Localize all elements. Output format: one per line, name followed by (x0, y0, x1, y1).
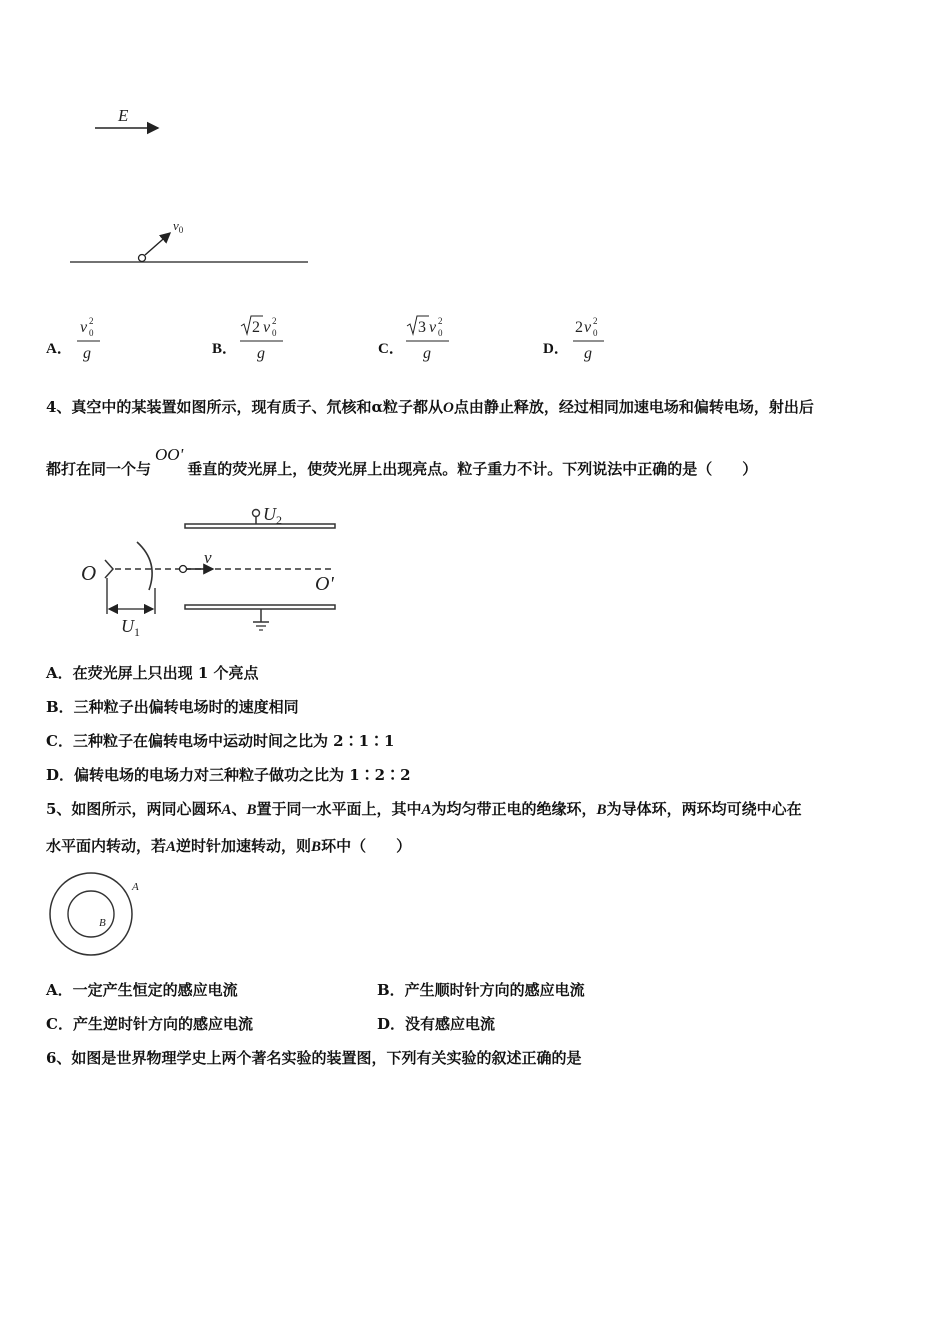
particle (139, 255, 146, 262)
svg-text:0: 0 (272, 328, 277, 338)
svg-text:v: v (80, 319, 88, 336)
svg-text:2: 2 (272, 316, 277, 326)
field-e-label: E (118, 106, 129, 125)
svg-text:0: 0 (593, 328, 598, 338)
q5-line-2: 水平面内转动，若A逆时针加速转动，则B环中（ ） (46, 837, 412, 855)
q5-option-c: C．产生逆时针方向的感应电流 (46, 1015, 253, 1033)
q4-option-a: A．在荧光屏上只出现 1 个亮点 (46, 664, 259, 682)
svg-text:3: 3 (418, 319, 426, 336)
q3-option-d-formula (570, 312, 614, 364)
q4-option-d: D．偏转电场的电场力对三种粒子做功之比为 1∶2∶2 (46, 766, 411, 784)
ring-b-label: B (99, 917, 106, 929)
q3-option-b-label: B． (212, 341, 238, 357)
q4-figure (75, 498, 345, 640)
svg-text:0: 0 (89, 328, 94, 338)
u2-terminal (253, 510, 260, 517)
u2-label: $U_2$ (263, 504, 282, 527)
q4-line-1: 4、真空中的某装置如图所示，现有质子、氘核和α粒子都从O点由静止释放，经过相同加速电场和偏转电场，射出后 (46, 398, 814, 416)
o-prime-label: O' (315, 573, 334, 595)
svg-text:2: 2 (438, 316, 443, 326)
q5-line-1: 5、如图所示，两同心圆环A、B置于同一水平面上，其中A为均匀带正电的绝缘环，B为导体环，两环均可绕中心在 (46, 800, 802, 818)
svg-text:g: g (83, 345, 91, 362)
svg-text:2: 2 (89, 316, 94, 326)
fig-o-label: O (81, 561, 97, 585)
q5-figure (44, 868, 154, 960)
lower-plate (185, 605, 335, 609)
svg-text:0: 0 (438, 328, 443, 338)
svg-text:g: g (257, 345, 265, 362)
svg-text:v: v (584, 319, 592, 336)
v0-label: $v_0$ (173, 218, 184, 235)
particle-q4 (180, 566, 187, 573)
v0-arrow (145, 233, 170, 255)
q4-line-2: 都打在同一个与OO'垂直的荧光屏上，使荧光屏上出现亮点。粒子重力不计。下列说法中正确的是（ ） (46, 445, 758, 478)
svg-text:2: 2 (252, 319, 260, 336)
q5-option-d: D．没有感应电流 (377, 1015, 496, 1033)
upper-plate (185, 524, 335, 528)
q3-option-a-label: A． (46, 341, 72, 357)
q4-option-c: C．三种粒子在偏转电场中运动时间之比为 2∶1∶1 (46, 732, 395, 750)
q3-option-c-label: C． (378, 341, 404, 357)
ring-a-label: A (132, 881, 139, 893)
oo-prime-label: OO' (155, 445, 184, 464)
accelerating-electrode (137, 542, 152, 590)
svg-text:v: v (263, 319, 271, 336)
svg-text:v: v (429, 319, 437, 336)
svg-text:g: g (423, 345, 431, 362)
point-o-label: O (442, 400, 454, 416)
q3-option-d-label: D． (543, 341, 569, 357)
ring-b (68, 891, 114, 937)
svg-text:2: 2 (593, 316, 598, 326)
q6-stem: 6、如图是世界物理学史上两个著名实验的装置图，下列有关实验的叙述正确的是 (46, 1049, 582, 1067)
q4-option-b: B．三种粒子出偏转电场时的速度相同 (46, 698, 299, 716)
q5-option-a: A．一定产生恒定的感应电流 (46, 981, 238, 999)
q3-option-a-formula (74, 312, 110, 364)
q3-option-b-formula (238, 312, 294, 364)
q3-option-c-formula (404, 312, 460, 364)
svg-text:g: g (584, 345, 592, 362)
u1-label: $U_1$ (121, 616, 140, 639)
q5-option-b: B．产生顺时针方向的感应电流 (377, 981, 585, 999)
q3-figure (60, 95, 320, 275)
v-label: v (204, 548, 212, 567)
svg-text:2: 2 (575, 319, 583, 336)
ring-a (50, 873, 132, 955)
